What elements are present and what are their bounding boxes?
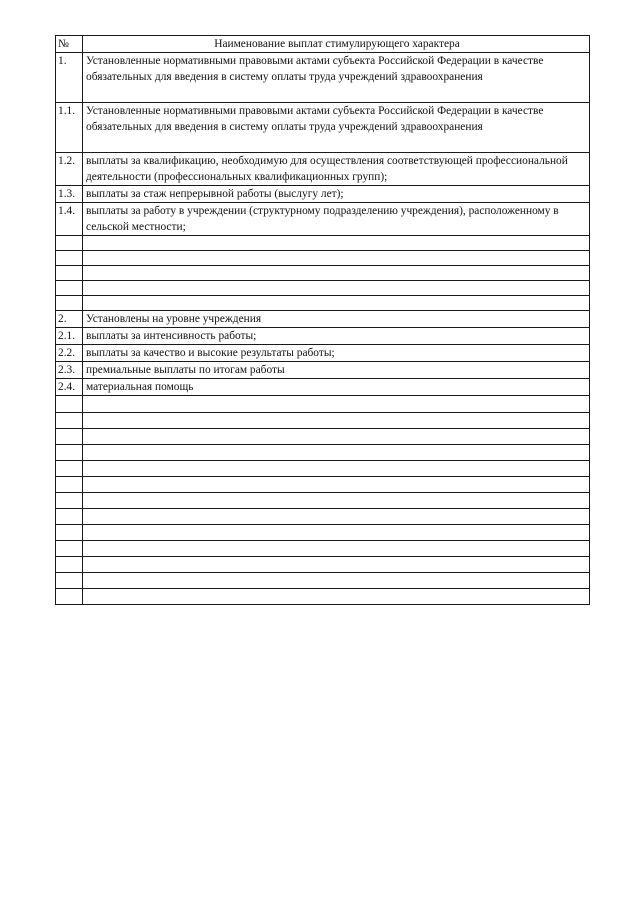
table-row xyxy=(56,379,590,396)
table-row xyxy=(56,345,590,362)
row-payment-name xyxy=(83,589,590,605)
table-row xyxy=(56,328,590,345)
row-payment-name xyxy=(83,477,590,493)
table-row xyxy=(56,296,590,311)
row-number xyxy=(56,573,83,589)
row-payment-name xyxy=(83,557,590,573)
row-payment-name: выплаты за качество и высокие результаты работы; xyxy=(83,345,590,362)
table-row xyxy=(56,186,590,203)
table-row xyxy=(56,281,590,296)
row-number: 1.2. xyxy=(56,153,83,186)
row-number xyxy=(56,477,83,493)
row-payment-name xyxy=(83,573,590,589)
row-payment-name: выплаты за интенсивность работы; xyxy=(83,328,590,345)
row-number: 2.1. xyxy=(56,328,83,345)
row-number xyxy=(56,413,83,429)
row-number xyxy=(56,396,83,413)
row-payment-name: Установленные нормативными правовыми актами субъекта Российской Федерации в качестве обязательных для введения в систему оплаты труда учреждений здравоохранения xyxy=(83,103,590,153)
row-payment-name xyxy=(83,251,590,266)
row-number xyxy=(56,236,83,251)
table-row xyxy=(56,525,590,541)
payments-table xyxy=(55,35,590,605)
row-payment-name xyxy=(83,461,590,477)
table-row xyxy=(56,573,590,589)
header-payment-name: Наименование выплат стимулирующего характера xyxy=(83,36,590,53)
row-number: 1.1. xyxy=(56,103,83,153)
table-row xyxy=(56,396,590,413)
row-number: 1.3. xyxy=(56,186,83,203)
table-row xyxy=(56,53,590,103)
row-payment-name xyxy=(83,281,590,296)
row-number xyxy=(56,541,83,557)
row-number xyxy=(56,281,83,296)
table-row xyxy=(56,589,590,605)
row-payment-name xyxy=(83,445,590,461)
row-number xyxy=(56,589,83,605)
row-number: 1.4. xyxy=(56,203,83,236)
row-number xyxy=(56,429,83,445)
row-number xyxy=(56,445,83,461)
row-payment-name: выплаты за стаж непрерывной работы (выслугу лет); xyxy=(83,186,590,203)
table-row xyxy=(56,557,590,573)
table-row xyxy=(56,203,590,236)
row-payment-name xyxy=(83,296,590,311)
table-row xyxy=(56,413,590,429)
table-row xyxy=(56,493,590,509)
row-payment-name xyxy=(83,429,590,445)
table-row xyxy=(56,541,590,557)
row-number xyxy=(56,266,83,281)
row-number xyxy=(56,509,83,525)
row-payment-name: премиальные выплаты по итогам работы xyxy=(83,362,590,379)
row-number: 2.4. xyxy=(56,379,83,396)
row-payment-name: материальная помощь xyxy=(83,379,590,396)
row-number: 2.2. xyxy=(56,345,83,362)
row-payment-name xyxy=(83,525,590,541)
row-payment-name xyxy=(83,509,590,525)
row-number xyxy=(56,251,83,266)
table-row xyxy=(56,153,590,186)
table-row xyxy=(56,445,590,461)
table-row xyxy=(56,266,590,281)
table-row xyxy=(56,429,590,445)
table-row xyxy=(56,461,590,477)
row-number xyxy=(56,525,83,541)
row-payment-name xyxy=(83,413,590,429)
row-payment-name xyxy=(83,266,590,281)
table-row xyxy=(56,311,590,328)
table-row xyxy=(56,251,590,266)
row-number xyxy=(56,461,83,477)
row-payment-name xyxy=(83,493,590,509)
row-number: 1. xyxy=(56,53,83,103)
table-row xyxy=(56,509,590,525)
row-payment-name: выплаты за работу в учреждении (структурному подразделению учреждения), расположенному в сельской местности; xyxy=(83,203,590,236)
row-number: 2.3. xyxy=(56,362,83,379)
table-row xyxy=(56,103,590,153)
row-payment-name xyxy=(83,541,590,557)
row-number xyxy=(56,493,83,509)
row-payment-name xyxy=(83,236,590,251)
row-number: 2. xyxy=(56,311,83,328)
row-number xyxy=(56,557,83,573)
row-payment-name xyxy=(83,396,590,413)
table-header-row xyxy=(56,36,590,53)
row-payment-name: выплаты за квалификацию, необходимую для осуществления соответствующей профессиональной деятельности (профессиональных квалификационных групп); xyxy=(83,153,590,186)
row-payment-name: Установленные нормативными правовыми актами субъекта Российской Федерации в качестве обязательных для введения в систему оплаты труда учреждений здравоохранения xyxy=(83,53,590,103)
table-row xyxy=(56,362,590,379)
table-row xyxy=(56,236,590,251)
row-payment-name: Установлены на уровне учреждения xyxy=(83,311,590,328)
row-number xyxy=(56,296,83,311)
header-number: № xyxy=(56,36,83,53)
table-row xyxy=(56,477,590,493)
